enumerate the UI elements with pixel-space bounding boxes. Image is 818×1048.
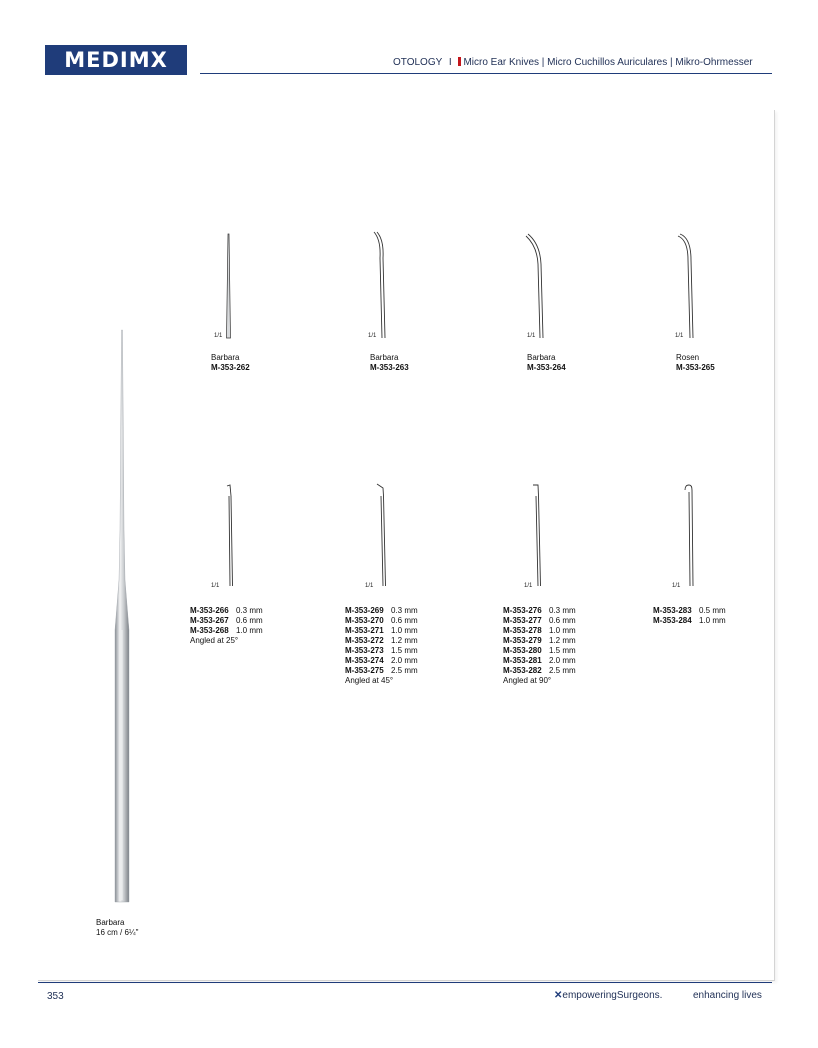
footer-rule [38, 982, 772, 983]
knife-curved-263 [370, 232, 394, 342]
product-list-angled-90 [503, 606, 576, 686]
angle-note: Angled at 25° [190, 636, 239, 645]
list-item: M-353-269 0.3 mm [345, 606, 418, 615]
product-code: M-353-265 [676, 363, 715, 372]
scale-label-7: 1/1 [524, 583, 533, 589]
list-item: M-353-275 2.5 mm [345, 666, 418, 675]
catalog-panel [38, 110, 775, 981]
list-item: M-353-272 1.2 mm [345, 636, 418, 645]
list-item: M-353-271 1.0 mm [345, 626, 418, 635]
scale-label-5: 1/1 [211, 583, 220, 589]
knife-angled-90 [530, 484, 550, 590]
product-name: Barbara [527, 353, 556, 362]
medimx-logo [45, 45, 187, 75]
handle-instrument [108, 330, 138, 910]
list-item: M-353-268 1.0 mm [190, 626, 263, 635]
scale-label-8: 1/1 [672, 583, 681, 589]
list-item: M-353-266 0.3 mm [190, 606, 263, 615]
product-list-hooks [653, 606, 726, 626]
product-code: M-353-264 [527, 363, 566, 372]
scale-label-6: 1/1 [365, 583, 374, 589]
list-item: M-353-279 1.2 mm [503, 636, 576, 645]
brand-x-icon: ✕ [554, 990, 563, 1001]
angle-note: Angled at 90° [503, 676, 552, 685]
page-subtitle: Micro Ear Knives | Micro Cuchillos Auriculares | Mikro-Ohrmesser [463, 57, 753, 68]
logo-text: MEDIMX [64, 48, 168, 72]
angle-note: Angled at 45° [345, 676, 394, 685]
brand-text: empoweringSurgeons. [562, 990, 663, 1001]
list-item: M-353-284 1.0 mm [653, 616, 726, 625]
product-label-262 [211, 353, 250, 373]
scale-label-2: 1/1 [368, 333, 377, 339]
list-item: M-353-267 0.6 mm [190, 616, 263, 625]
list-item: M-353-282 2.5 mm [503, 666, 576, 675]
product-code: M-353-263 [370, 363, 409, 372]
product-name: Rosen [676, 353, 700, 362]
handle-name: Barbara [96, 918, 125, 927]
product-name: Barbara [211, 353, 240, 362]
breadcrumb-separator: I [448, 57, 452, 68]
list-item: M-353-277 0.6 mm [503, 616, 576, 625]
list-item: M-353-278 1.0 mm [503, 626, 576, 635]
knife-curved-265 [676, 234, 700, 342]
list-item: M-353-273 1.5 mm [345, 646, 418, 655]
list-item: M-353-270 0.6 mm [345, 616, 418, 625]
product-label-263 [370, 353, 409, 373]
footer-brand [554, 990, 662, 1001]
product-code: M-353-262 [211, 363, 250, 372]
knife-curved-264 [522, 234, 552, 342]
section-title: OTOLOGY [393, 57, 443, 68]
list-item: M-353-283 0.5 mm [653, 606, 726, 615]
list-item: M-353-274 2.0 mm [345, 656, 418, 665]
knife-angled-45 [375, 482, 395, 590]
product-name: Barbara [370, 353, 399, 362]
product-label-265 [676, 353, 715, 373]
header-rule [200, 73, 772, 74]
product-list-angled-25 [190, 606, 263, 646]
list-item: M-353-276 0.3 mm [503, 606, 576, 615]
red-marker-icon [458, 57, 461, 66]
scale-label-3: 1/1 [527, 333, 536, 339]
knife-angled-25 [222, 484, 242, 590]
hook-283 [682, 484, 702, 590]
handle-label [96, 918, 138, 938]
scale-label-1: 1/1 [214, 333, 223, 339]
page-number: 353 [47, 991, 64, 1002]
handle-length: 16 cm / 6¼" [96, 928, 139, 937]
knife-straight-262 [222, 234, 242, 342]
footer-slogan: enhancing lives [693, 990, 762, 1001]
scale-label-4: 1/1 [675, 333, 684, 339]
list-item: M-353-281 2.0 mm [503, 656, 576, 665]
product-label-264 [527, 353, 566, 373]
list-item: M-353-280 1.5 mm [503, 646, 576, 655]
product-list-angled-45 [345, 606, 418, 686]
breadcrumb [393, 57, 753, 68]
